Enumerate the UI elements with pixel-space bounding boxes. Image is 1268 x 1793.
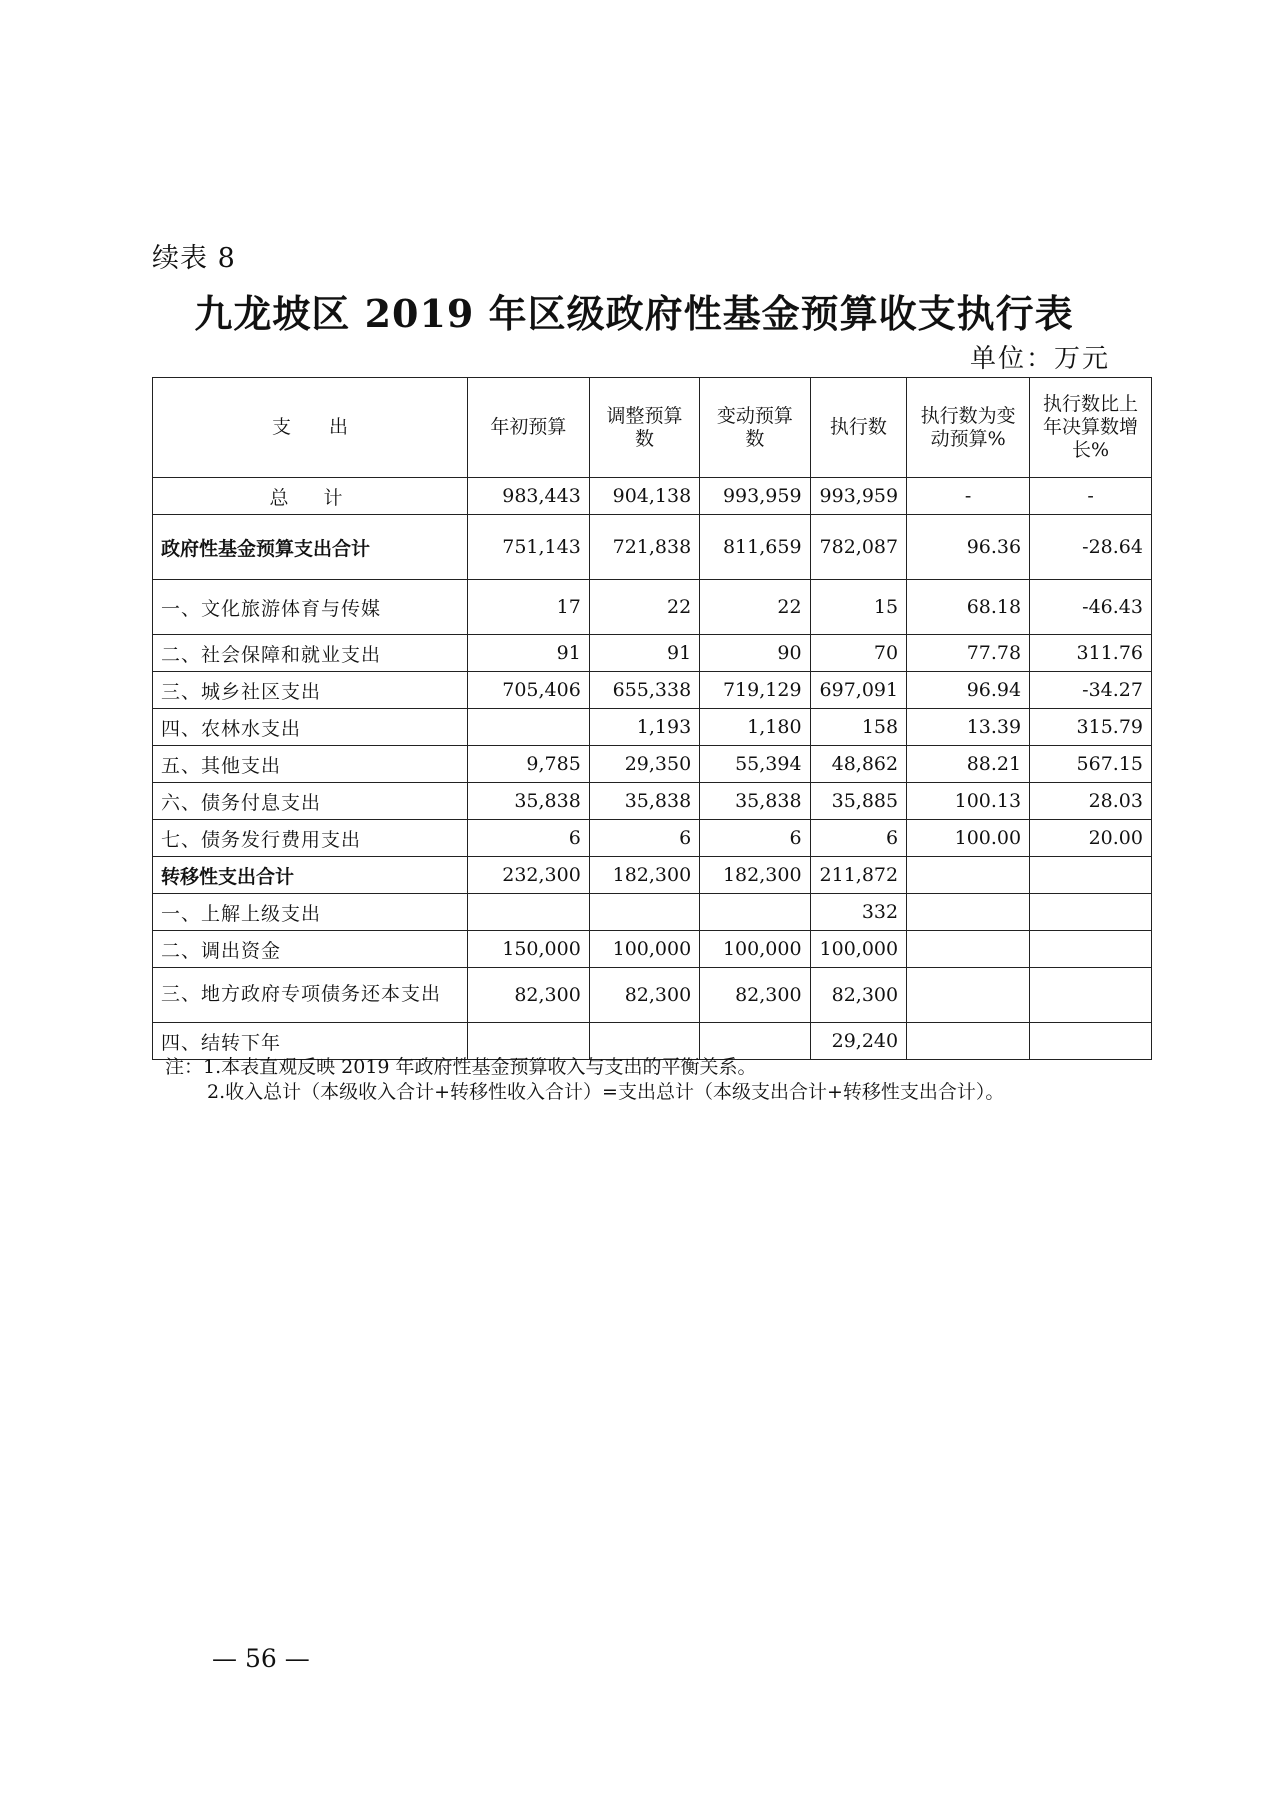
column-header-expenditure: 支 出 (153, 378, 468, 478)
cell-changed-budget: 55,394 (700, 746, 810, 783)
cell-initial-budget: 17 (467, 580, 589, 635)
table-row (153, 672, 1152, 709)
cell-execution-ratio: 13.39 (907, 709, 1030, 746)
cell-execution: 35,885 (810, 783, 907, 820)
cell-changed-budget: 6 (700, 820, 810, 857)
row-name: 三、城乡社区支出 (153, 672, 468, 709)
cell-yoy-growth: 567.15 (1030, 746, 1152, 783)
cell-execution: 29,240 (810, 1023, 907, 1060)
cell-execution: 82,300 (810, 968, 907, 1023)
cell-execution-ratio (907, 857, 1030, 894)
cell-changed-budget: 811,659 (700, 515, 810, 580)
cell-yoy-growth: -34.27 (1030, 672, 1152, 709)
table-row (153, 820, 1152, 857)
cell-initial-budget: 751,143 (467, 515, 589, 580)
cell-execution-ratio (907, 1023, 1030, 1060)
cell-adjusted-budget: 721,838 (589, 515, 699, 580)
column-header-changed-budget: 变动预算数 (700, 378, 810, 478)
cell-initial-budget (467, 894, 589, 931)
cell-changed-budget: 90 (700, 635, 810, 672)
cell-execution-ratio: 100.00 (907, 820, 1030, 857)
cell-yoy-growth (1030, 894, 1152, 931)
cell-yoy-growth (1030, 931, 1152, 968)
cell-adjusted-budget: 29,350 (589, 746, 699, 783)
table-row (153, 1023, 1152, 1060)
column-header-adjusted-budget: 调整预算数 (589, 378, 699, 478)
row-name: 二、社会保障和就业支出 (153, 635, 468, 672)
cell-execution-ratio: - (907, 478, 1030, 515)
page-number: — 56 — (212, 1644, 310, 1673)
table-row (153, 746, 1152, 783)
continuation-label: 续表 8 (152, 243, 236, 274)
cell-initial-budget: 983,443 (467, 478, 589, 515)
cell-adjusted-budget: 91 (589, 635, 699, 672)
cell-changed-budget: 82,300 (700, 968, 810, 1023)
cell-execution-ratio: 96.36 (907, 515, 1030, 580)
cell-initial-budget: 9,785 (467, 746, 589, 783)
cell-yoy-growth (1030, 1023, 1152, 1060)
cell-changed-budget: 993,959 (700, 478, 810, 515)
cell-execution: 332 (810, 894, 907, 931)
row-name: 七、债务发行费用支出 (153, 820, 468, 857)
cell-initial-budget: 150,000 (467, 931, 589, 968)
cell-adjusted-budget (589, 1023, 699, 1060)
cell-yoy-growth: -28.64 (1030, 515, 1152, 580)
cell-execution-ratio (907, 931, 1030, 968)
cell-yoy-growth: 315.79 (1030, 709, 1152, 746)
row-name: 总 计 (153, 478, 468, 515)
cell-yoy-growth: -46.43 (1030, 580, 1152, 635)
cell-execution: 158 (810, 709, 907, 746)
cell-changed-budget (700, 894, 810, 931)
cell-changed-budget: 100,000 (700, 931, 810, 968)
column-header-execution-ratio: 执行数为变动预算% (907, 378, 1030, 478)
cell-execution: 6 (810, 820, 907, 857)
cell-execution: 48,862 (810, 746, 907, 783)
cell-execution: 697,091 (810, 672, 907, 709)
row-name: 政府性基金预算支出合计 (153, 515, 468, 580)
cell-yoy-growth: - (1030, 478, 1152, 515)
note-line-2: 2.收入总计（本级收入合计+转移性收入合计）=支出总计（本级支出合计+转移性支出合计）。 (207, 1081, 1005, 1103)
cell-execution: 782,087 (810, 515, 907, 580)
cell-initial-budget: 82,300 (467, 968, 589, 1023)
row-name: 转移性支出合计 (153, 857, 468, 894)
cell-initial-budget: 705,406 (467, 672, 589, 709)
cell-execution-ratio: 88.21 (907, 746, 1030, 783)
cell-execution-ratio: 68.18 (907, 580, 1030, 635)
table-row (153, 635, 1152, 672)
cell-initial-budget: 6 (467, 820, 589, 857)
cell-changed-budget: 719,129 (700, 672, 810, 709)
table-header-row (153, 378, 1152, 478)
row-name: 三、地方政府专项债务还本支出 (153, 968, 468, 1023)
column-header-execution: 执行数 (810, 378, 907, 478)
cell-yoy-growth: 20.00 (1030, 820, 1152, 857)
table-row (153, 783, 1152, 820)
cell-changed-budget: 182,300 (700, 857, 810, 894)
cell-adjusted-budget: 22 (589, 580, 699, 635)
cell-yoy-growth: 311.76 (1030, 635, 1152, 672)
cell-yoy-growth (1030, 968, 1152, 1023)
cell-execution-ratio (907, 894, 1030, 931)
row-name: 四、结转下年 (153, 1023, 468, 1060)
table-row (153, 709, 1152, 746)
cell-adjusted-budget: 100,000 (589, 931, 699, 968)
cell-adjusted-budget: 6 (589, 820, 699, 857)
unit-label: 单位：万元 (969, 344, 1110, 374)
cell-initial-budget: 232,300 (467, 857, 589, 894)
cell-changed-budget: 35,838 (700, 783, 810, 820)
cell-execution: 15 (810, 580, 907, 635)
cell-initial-budget: 35,838 (467, 783, 589, 820)
table-row (153, 580, 1152, 635)
cell-adjusted-budget (589, 894, 699, 931)
cell-execution: 70 (810, 635, 907, 672)
table-row (153, 968, 1152, 1023)
row-name: 五、其他支出 (153, 746, 468, 783)
cell-yoy-growth (1030, 857, 1152, 894)
table-row-total (153, 478, 1152, 515)
cell-changed-budget: 1,180 (700, 709, 810, 746)
cell-adjusted-budget: 35,838 (589, 783, 699, 820)
table-row (153, 894, 1152, 931)
cell-execution-ratio: 100.13 (907, 783, 1030, 820)
table-row-fund-subtotal (153, 515, 1152, 580)
cell-execution-ratio: 96.94 (907, 672, 1030, 709)
cell-adjusted-budget: 904,138 (589, 478, 699, 515)
cell-yoy-growth: 28.03 (1030, 783, 1152, 820)
column-header-yoy-growth: 执行数比上年决算数增长% (1030, 378, 1152, 478)
table-row (153, 931, 1152, 968)
cell-execution: 993,959 (810, 478, 907, 515)
table-notes (165, 1055, 1004, 1105)
cell-adjusted-budget: 182,300 (589, 857, 699, 894)
row-name: 六、债务付息支出 (153, 783, 468, 820)
row-name: 四、农林水支出 (153, 709, 468, 746)
table-row-transfer-subtotal (153, 857, 1152, 894)
cell-initial-budget: 91 (467, 635, 589, 672)
cell-changed-budget (700, 1023, 810, 1060)
row-name: 一、上解上级支出 (153, 894, 468, 931)
cell-adjusted-budget: 655,338 (589, 672, 699, 709)
cell-adjusted-budget: 82,300 (589, 968, 699, 1023)
row-name: 一、文化旅游体育与传媒 (153, 580, 468, 635)
cell-execution: 100,000 (810, 931, 907, 968)
cell-execution-ratio: 77.78 (907, 635, 1030, 672)
note-line-1: 注：1.本表直观反映 2019 年政府性基金预算收入与支出的平衡关系。 (165, 1056, 757, 1078)
column-header-initial-budget: 年初预算 (467, 378, 589, 478)
cell-initial-budget (467, 1023, 589, 1060)
cell-execution-ratio (907, 968, 1030, 1023)
cell-adjusted-budget: 1,193 (589, 709, 699, 746)
cell-execution: 211,872 (810, 857, 907, 894)
cell-initial-budget (467, 709, 589, 746)
table-title: 九龙坡区 2019 年区级政府性基金预算收支执行表 (194, 291, 1074, 336)
budget-table (152, 377, 1152, 1060)
row-name: 二、调出资金 (153, 931, 468, 968)
cell-changed-budget: 22 (700, 580, 810, 635)
